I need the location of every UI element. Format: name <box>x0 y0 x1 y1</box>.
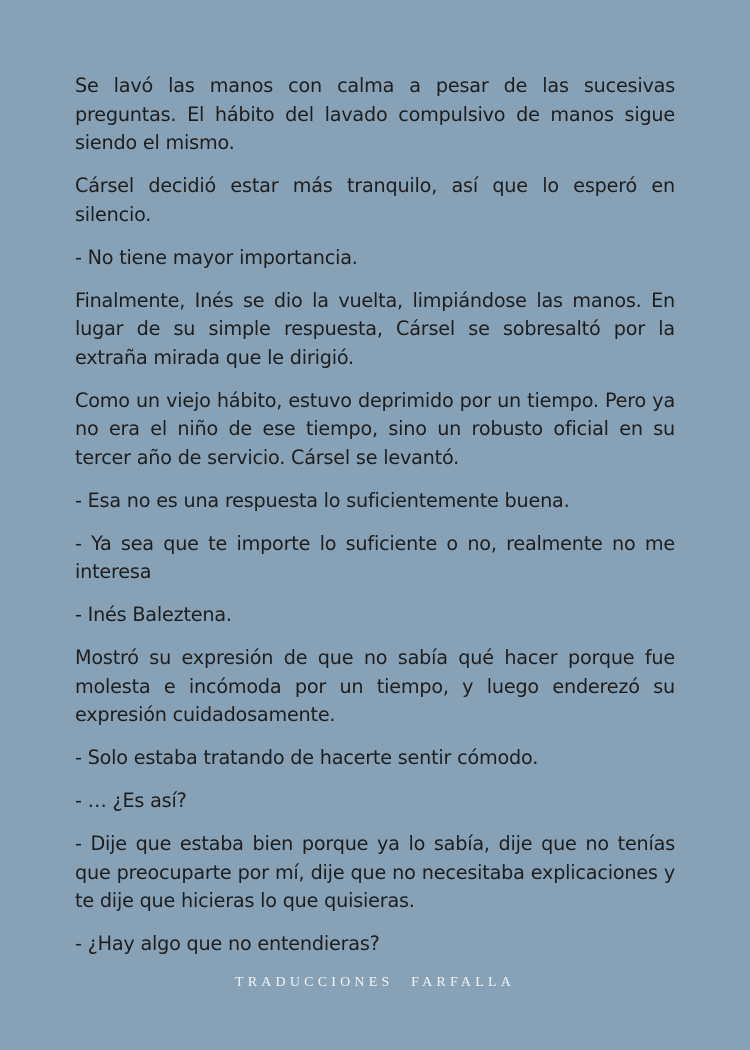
paragraph-2: Cársel decidió estar más tranquilo, así que lo esperó en silencio. <box>75 174 675 226</box>
paragraph-5: Mostró su expresión de que no sabía qué hacer porque fue molesta e incómoda por un tiempo, y luego enderezó su expresión cuidadosamente. <box>75 646 675 726</box>
paragraph-3: Finalmente, Inés se dio la vuelta, limpiándose las manos. En lugar de su simple respuesta, Cársel se sobresaltó por la extraña mirada que le dirigió. <box>75 288 675 369</box>
dialog-line-3: - Ya sea que te importe lo suficiente o no, realmente no me interesa <box>75 531 675 583</box>
paragraph-4: Como un viejo hábito, estuvo deprimido por un tiempo. Pero ya no era el niño de ese tiempo, sino un robusto oficial en su tercer año de servicio. Cársel se levantó. <box>75 388 675 469</box>
dialog-line-6: - … ¿Es así? <box>75 789 187 812</box>
dialog-line-2: - Esa no es una respuesta lo suficientemente buena. <box>75 488 570 512</box>
paragraph-1: Se lavó las manos con calma a pesar de las sucesivas preguntas. El hábito del lavado compulsivo de manos sigue siendo el mismo. <box>75 74 675 154</box>
dialog-line-7: - Dije que estaba bien porque ya lo sabía, dije que no tenías que preocuparte por mí, dije que no necesitaba explicaciones y te dije que hicieras lo que quisieras. <box>75 832 675 912</box>
dialog-line-5: - Solo estaba tratando de hacerte sentir cómodo. <box>75 746 539 769</box>
document-body <box>75 72 675 973</box>
dialog-line-4: - Inés Baleztena. <box>75 603 232 626</box>
footer-credit: TRADUCCIONES FARFALLA <box>234 975 516 990</box>
dialog-line-1: - No tiene mayor importancia. <box>75 245 358 269</box>
dialog-line-8: - ¿Hay algo que no entendieras? <box>75 932 380 955</box>
